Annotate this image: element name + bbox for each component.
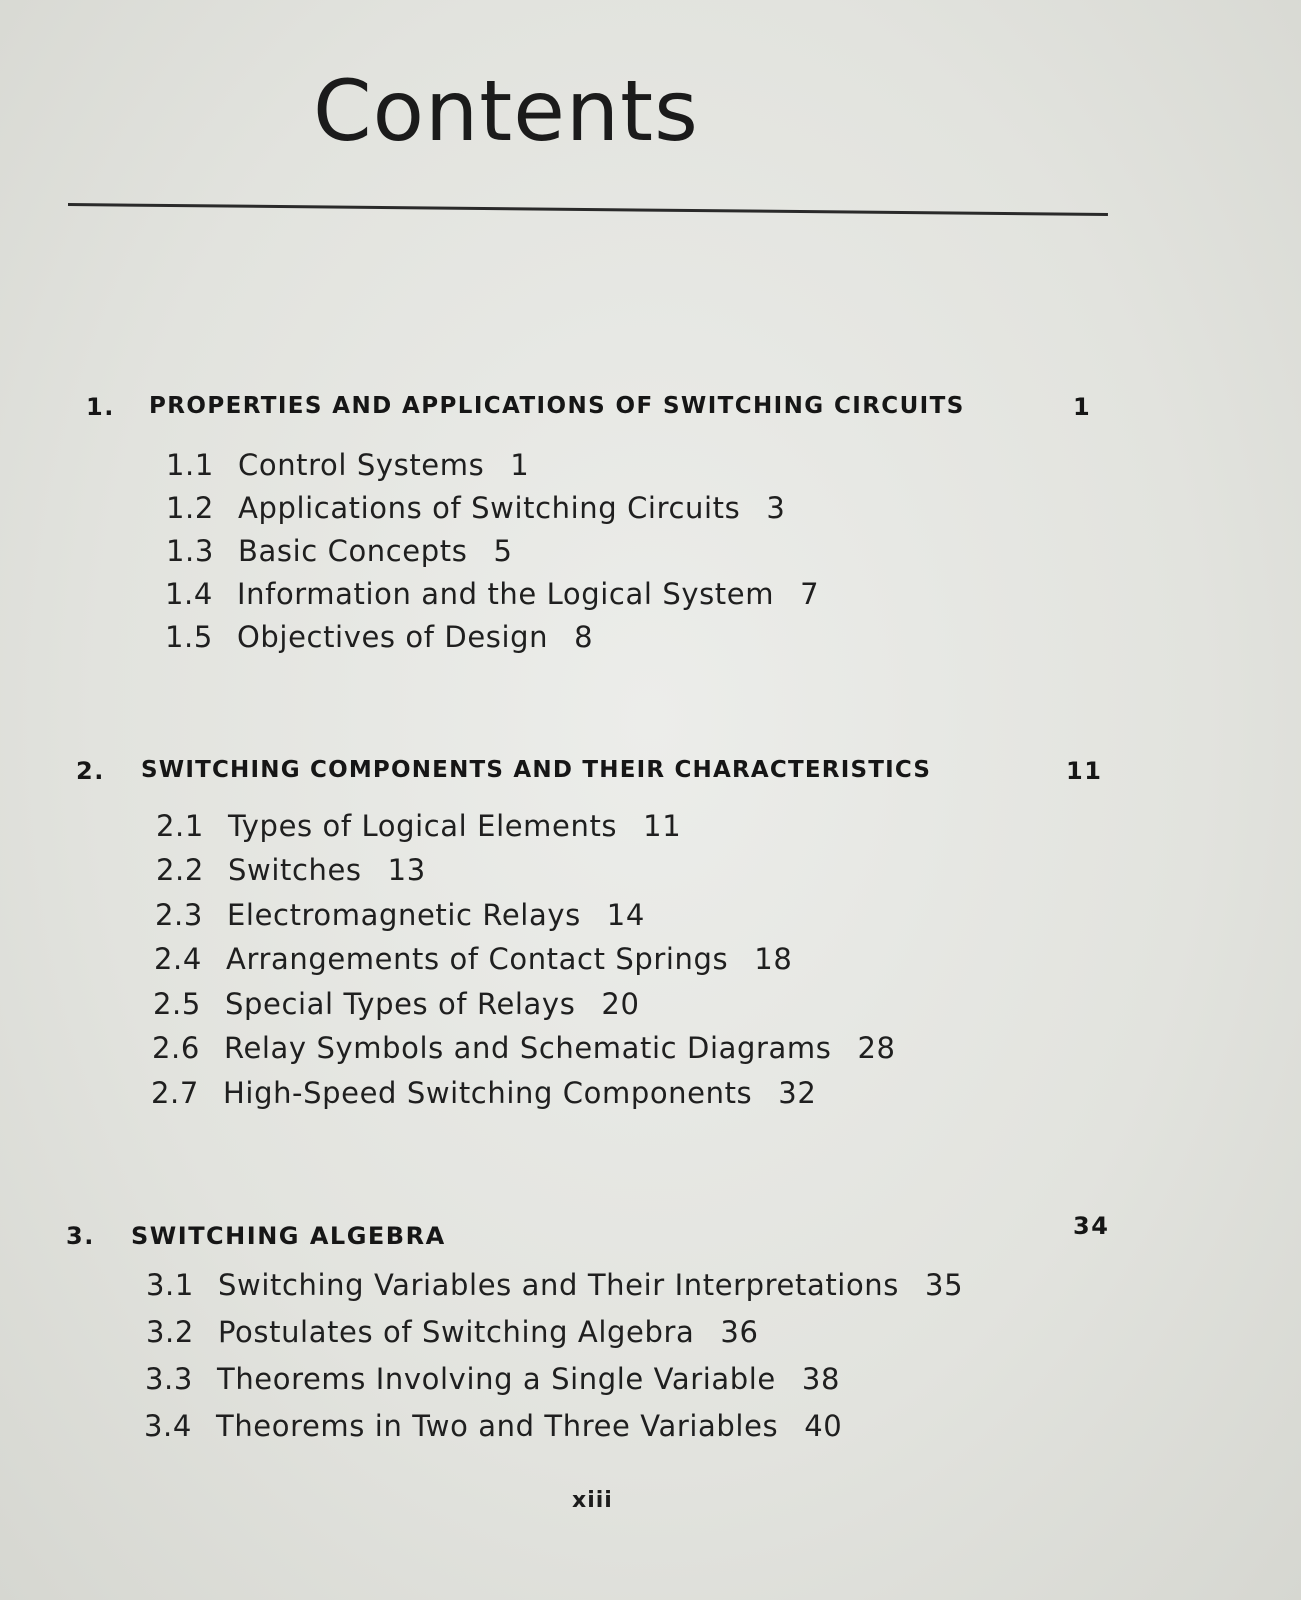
toc-entry[interactable] (156, 853, 426, 891)
chapter-title: SWITCHING COMPONENTS AND THEIR CHARACTERISTICS (141, 757, 932, 783)
section-page: 32 (778, 1076, 817, 1110)
section-title: Switches (228, 853, 362, 887)
section-title: Relay Symbols and Schematic Diagrams (224, 1031, 832, 1065)
chapter-heading[interactable] (0, 393, 1301, 433)
section-number: 2.5 (153, 987, 201, 1021)
section-title: Electromagnetic Relays (227, 898, 581, 932)
section-page: 14 (606, 898, 645, 932)
section-number: 1.5 (165, 620, 213, 654)
toc-entry[interactable] (146, 1315, 759, 1353)
section-title: Postulates of Switching Algebra (218, 1315, 695, 1349)
section-number: 2.6 (152, 1031, 200, 1065)
section-page: 13 (387, 853, 426, 887)
title-rule (68, 203, 1108, 216)
section-page: 35 (925, 1268, 964, 1302)
section-number: 3.3 (145, 1362, 193, 1396)
section-number: 2.3 (155, 898, 203, 932)
section-page: 36 (720, 1315, 759, 1349)
chapter-page: 1 (1073, 393, 1092, 421)
section-number: 2.2 (156, 853, 204, 887)
toc-entry[interactable] (151, 1076, 816, 1114)
chapter-number: 1. (86, 393, 115, 421)
section-title: Control Systems (238, 448, 485, 482)
toc-entry[interactable] (166, 491, 785, 529)
section-title: Theorems in Two and Three Variables (216, 1409, 779, 1443)
section-title: Special Types of Relays (225, 987, 576, 1021)
toc-entry[interactable] (165, 620, 593, 658)
chapter-title: PROPERTIES AND APPLICATIONS OF SWITCHING CIRCUITS (149, 393, 965, 419)
section-number: 3.2 (146, 1315, 194, 1349)
section-number: 3.4 (144, 1409, 192, 1443)
toc-entry[interactable] (166, 534, 513, 572)
section-number: 1.1 (166, 448, 214, 482)
section-page: 5 (493, 534, 513, 568)
toc-entry[interactable] (144, 1409, 842, 1447)
toc-entry[interactable] (166, 448, 529, 486)
chapter-page: 11 (1066, 757, 1103, 785)
section-title: Switching Variables and Their Interpretations (218, 1268, 900, 1302)
section-title: Information and the Logical System (237, 577, 775, 611)
toc-entry[interactable] (155, 898, 645, 936)
section-number: 1.2 (166, 491, 214, 525)
toc-entry[interactable] (145, 1362, 840, 1400)
section-number: 3.1 (146, 1268, 194, 1302)
section-title: Theorems Involving a Single Variable (217, 1362, 776, 1396)
toc-entry[interactable] (153, 987, 640, 1025)
section-title: Arrangements of Contact Springs (226, 942, 729, 976)
section-page: 20 (601, 987, 640, 1021)
section-page: 11 (643, 809, 682, 843)
section-page: 28 (857, 1031, 896, 1065)
section-page: 1 (510, 448, 530, 482)
section-page: 8 (574, 620, 594, 654)
section-page: 40 (804, 1409, 843, 1443)
chapter-number: 3. (66, 1222, 95, 1250)
section-page: 18 (754, 942, 793, 976)
toc-entry[interactable] (152, 1031, 896, 1069)
section-number: 2.7 (151, 1076, 199, 1110)
page-folio: xiii (572, 1488, 613, 1513)
section-number: 2.4 (154, 942, 202, 976)
section-number: 1.4 (165, 577, 213, 611)
section-page: 3 (766, 491, 786, 525)
toc-entry[interactable] (146, 1268, 963, 1306)
toc-entry[interactable] (156, 809, 681, 847)
toc-entry[interactable] (154, 942, 792, 980)
section-number: 1.3 (166, 534, 214, 568)
section-title: Objectives of Design (237, 620, 549, 654)
chapter-page: 34 (1073, 1212, 1110, 1240)
section-number: 2.1 (156, 809, 204, 843)
section-title: Basic Concepts (238, 534, 468, 568)
section-title: Applications of Switching Circuits (238, 491, 741, 525)
chapter-number: 2. (76, 757, 105, 785)
section-page: 38 (801, 1362, 840, 1396)
chapter-title: SWITCHING ALGEBRA (131, 1222, 446, 1250)
chapter-heading[interactable] (0, 757, 1301, 797)
page-title: Contents (313, 62, 699, 160)
section-title: Types of Logical Elements (228, 809, 618, 843)
chapter-heading[interactable] (0, 1212, 1301, 1262)
section-title: High-Speed Switching Components (223, 1076, 753, 1110)
section-page: 7 (800, 577, 820, 611)
toc-entry[interactable] (165, 577, 819, 615)
